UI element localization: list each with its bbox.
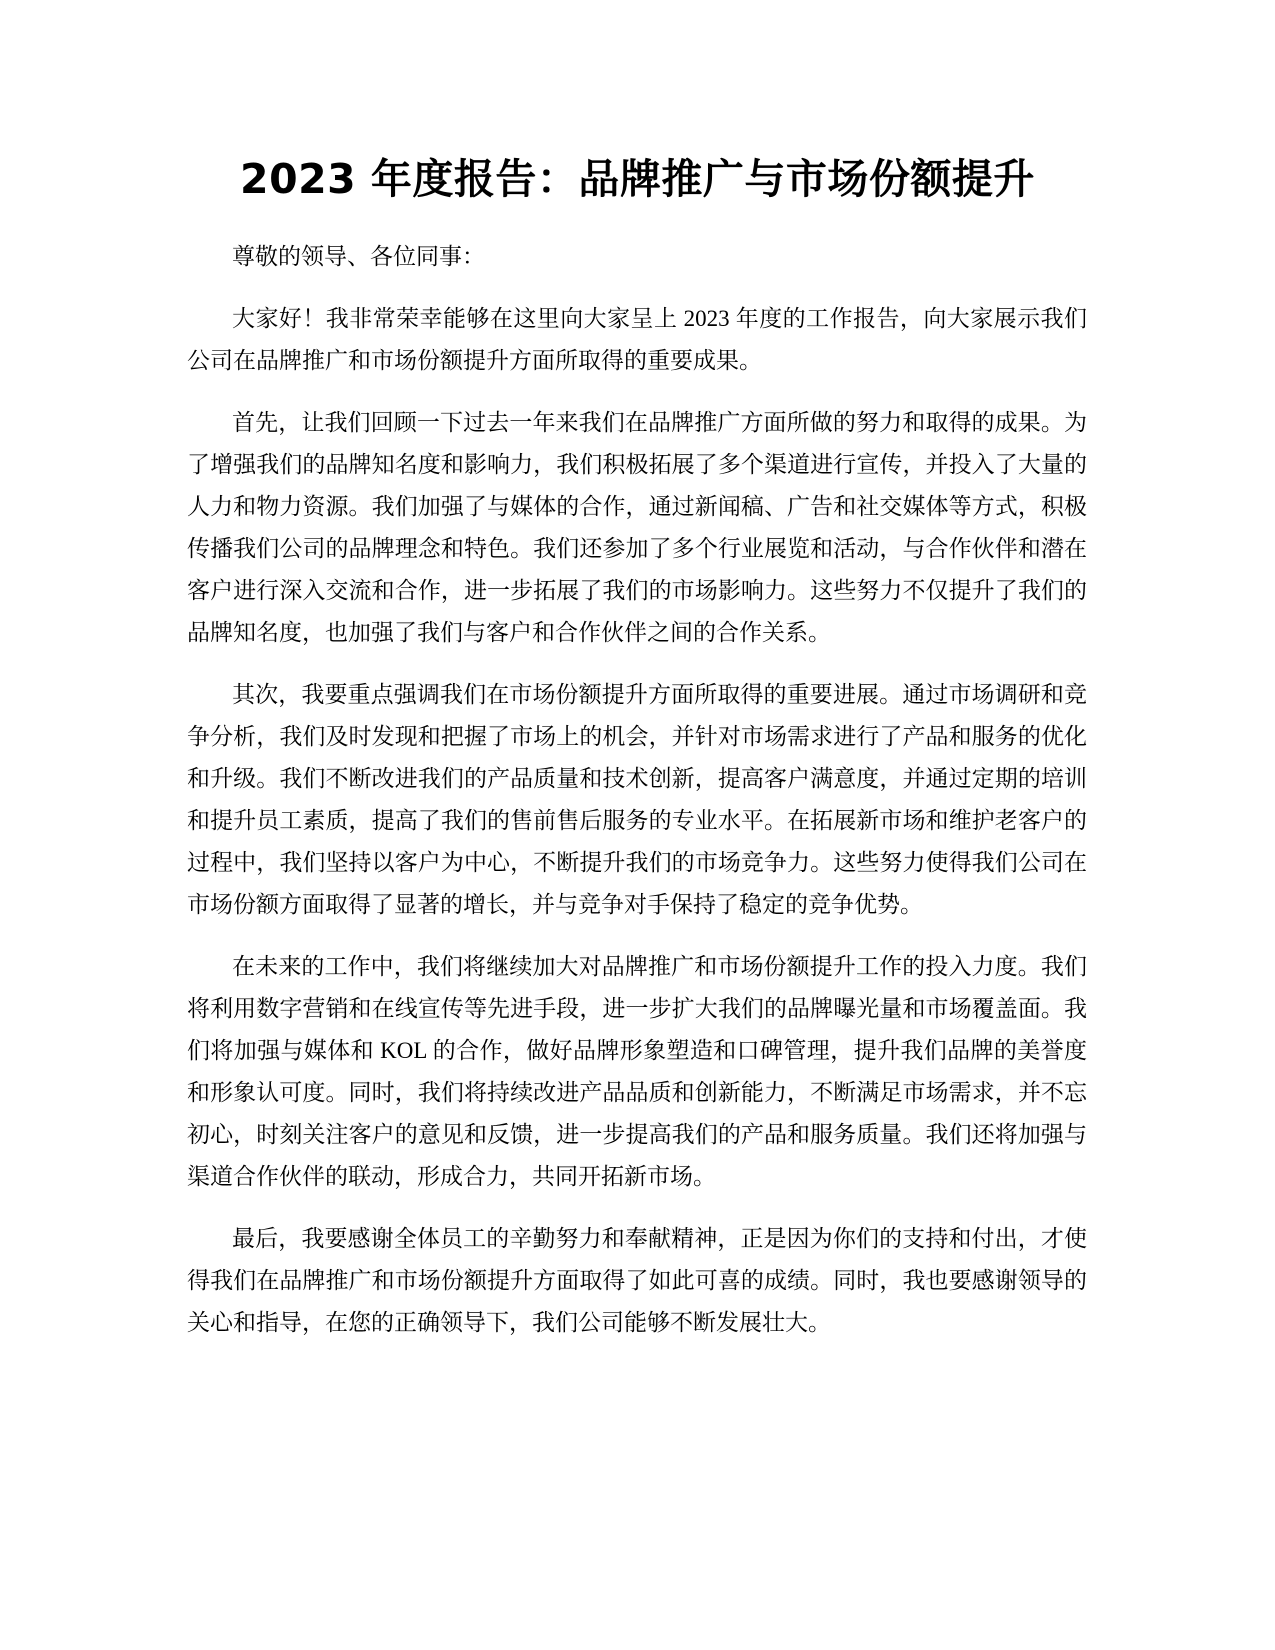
paragraph-brand-promotion: 首先，让我们回顾一下过去一年来我们在品牌推广方面所做的努力和取得的成果。为了增强我们的品牌知名度和影响力，我们积极拓展了多个渠道进行宣传，并投入了大量的人力和物力资源。我们加强了与媒体的合作，通过新闻稿、广告和社交媒体等方式，积极传播我们公司的品牌理念和特色。我们还参加了多个行业展览和活动，与合作伙伴和潜在客户进行深入交流和合作，进一步拓展了我们的市场影响力。这些努力不仅提升了我们的品牌知名度，也加强了我们与客户和合作伙伴之间的合作关系。 (187, 410, 1087, 645)
document-title: 2023 年度报告：品牌推广与市场份额提升 (240, 155, 1035, 203)
paragraph-future-work: 在未来的工作中，我们将继续加大对品牌推广和市场份额提升工作的投入力度。我们将利用数字营销和在线宣传等先进手段，进一步扩大我们的品牌曝光量和市场覆盖面。我们将加强与媒体和 KOL 的合作，做好品牌形象塑造和口碑管理，提升我们品牌的美誉度和形象认可度。同时，我们将持续改进产品品质和创新能力，不断满足市场需求，并不忘初心，时刻关注客户的意见和反馈，进一步提高我们的产品和服务质量。我们还将加强与渠道合作伙伴的联动，形成合力，共同开拓新市场。 (187, 954, 1087, 1189)
paragraph-greeting: 大家好！我非常荣幸能够在这里向大家呈上 2023 年度的工作报告，向大家展示我们公司在品牌推广和市场份额提升方面所取得的重要成果。 (187, 306, 1087, 373)
paragraph-thanks: 最后，我要感谢全体员工的辛勤努力和奉献精神，正是因为你们的支持和付出，才使得我们在品牌推广和市场份额提升方面取得了如此可喜的成绩。同时，我也要感谢领导的关心和指导，在您的正确领导下，我们公司能够不断发展壮大。 (187, 1226, 1087, 1335)
document-body (187, 236, 1087, 1364)
paragraph-market-share: 其次，我要重点强调我们在市场份额提升方面所取得的重要进展。通过市场调研和竞争分析，我们及时发现和把握了市场上的机会，并针对市场需求进行了产品和服务的优化和升级。我们不断改进我们的产品质量和技术创新，提高客户满意度，并通过定期的培训和提升员工素质，提高了我们的售前售后服务的专业水平。在拓展新市场和维护老客户的过程中，我们坚持以客户为中心，不断提升我们的市场竞争力。这些努力使得我们公司在市场份额方面取得了显著的增长，并与竞争对手保持了稳定的竞争优势。 (187, 682, 1087, 917)
salutation: 尊敬的领导、各位同事： (232, 244, 485, 269)
